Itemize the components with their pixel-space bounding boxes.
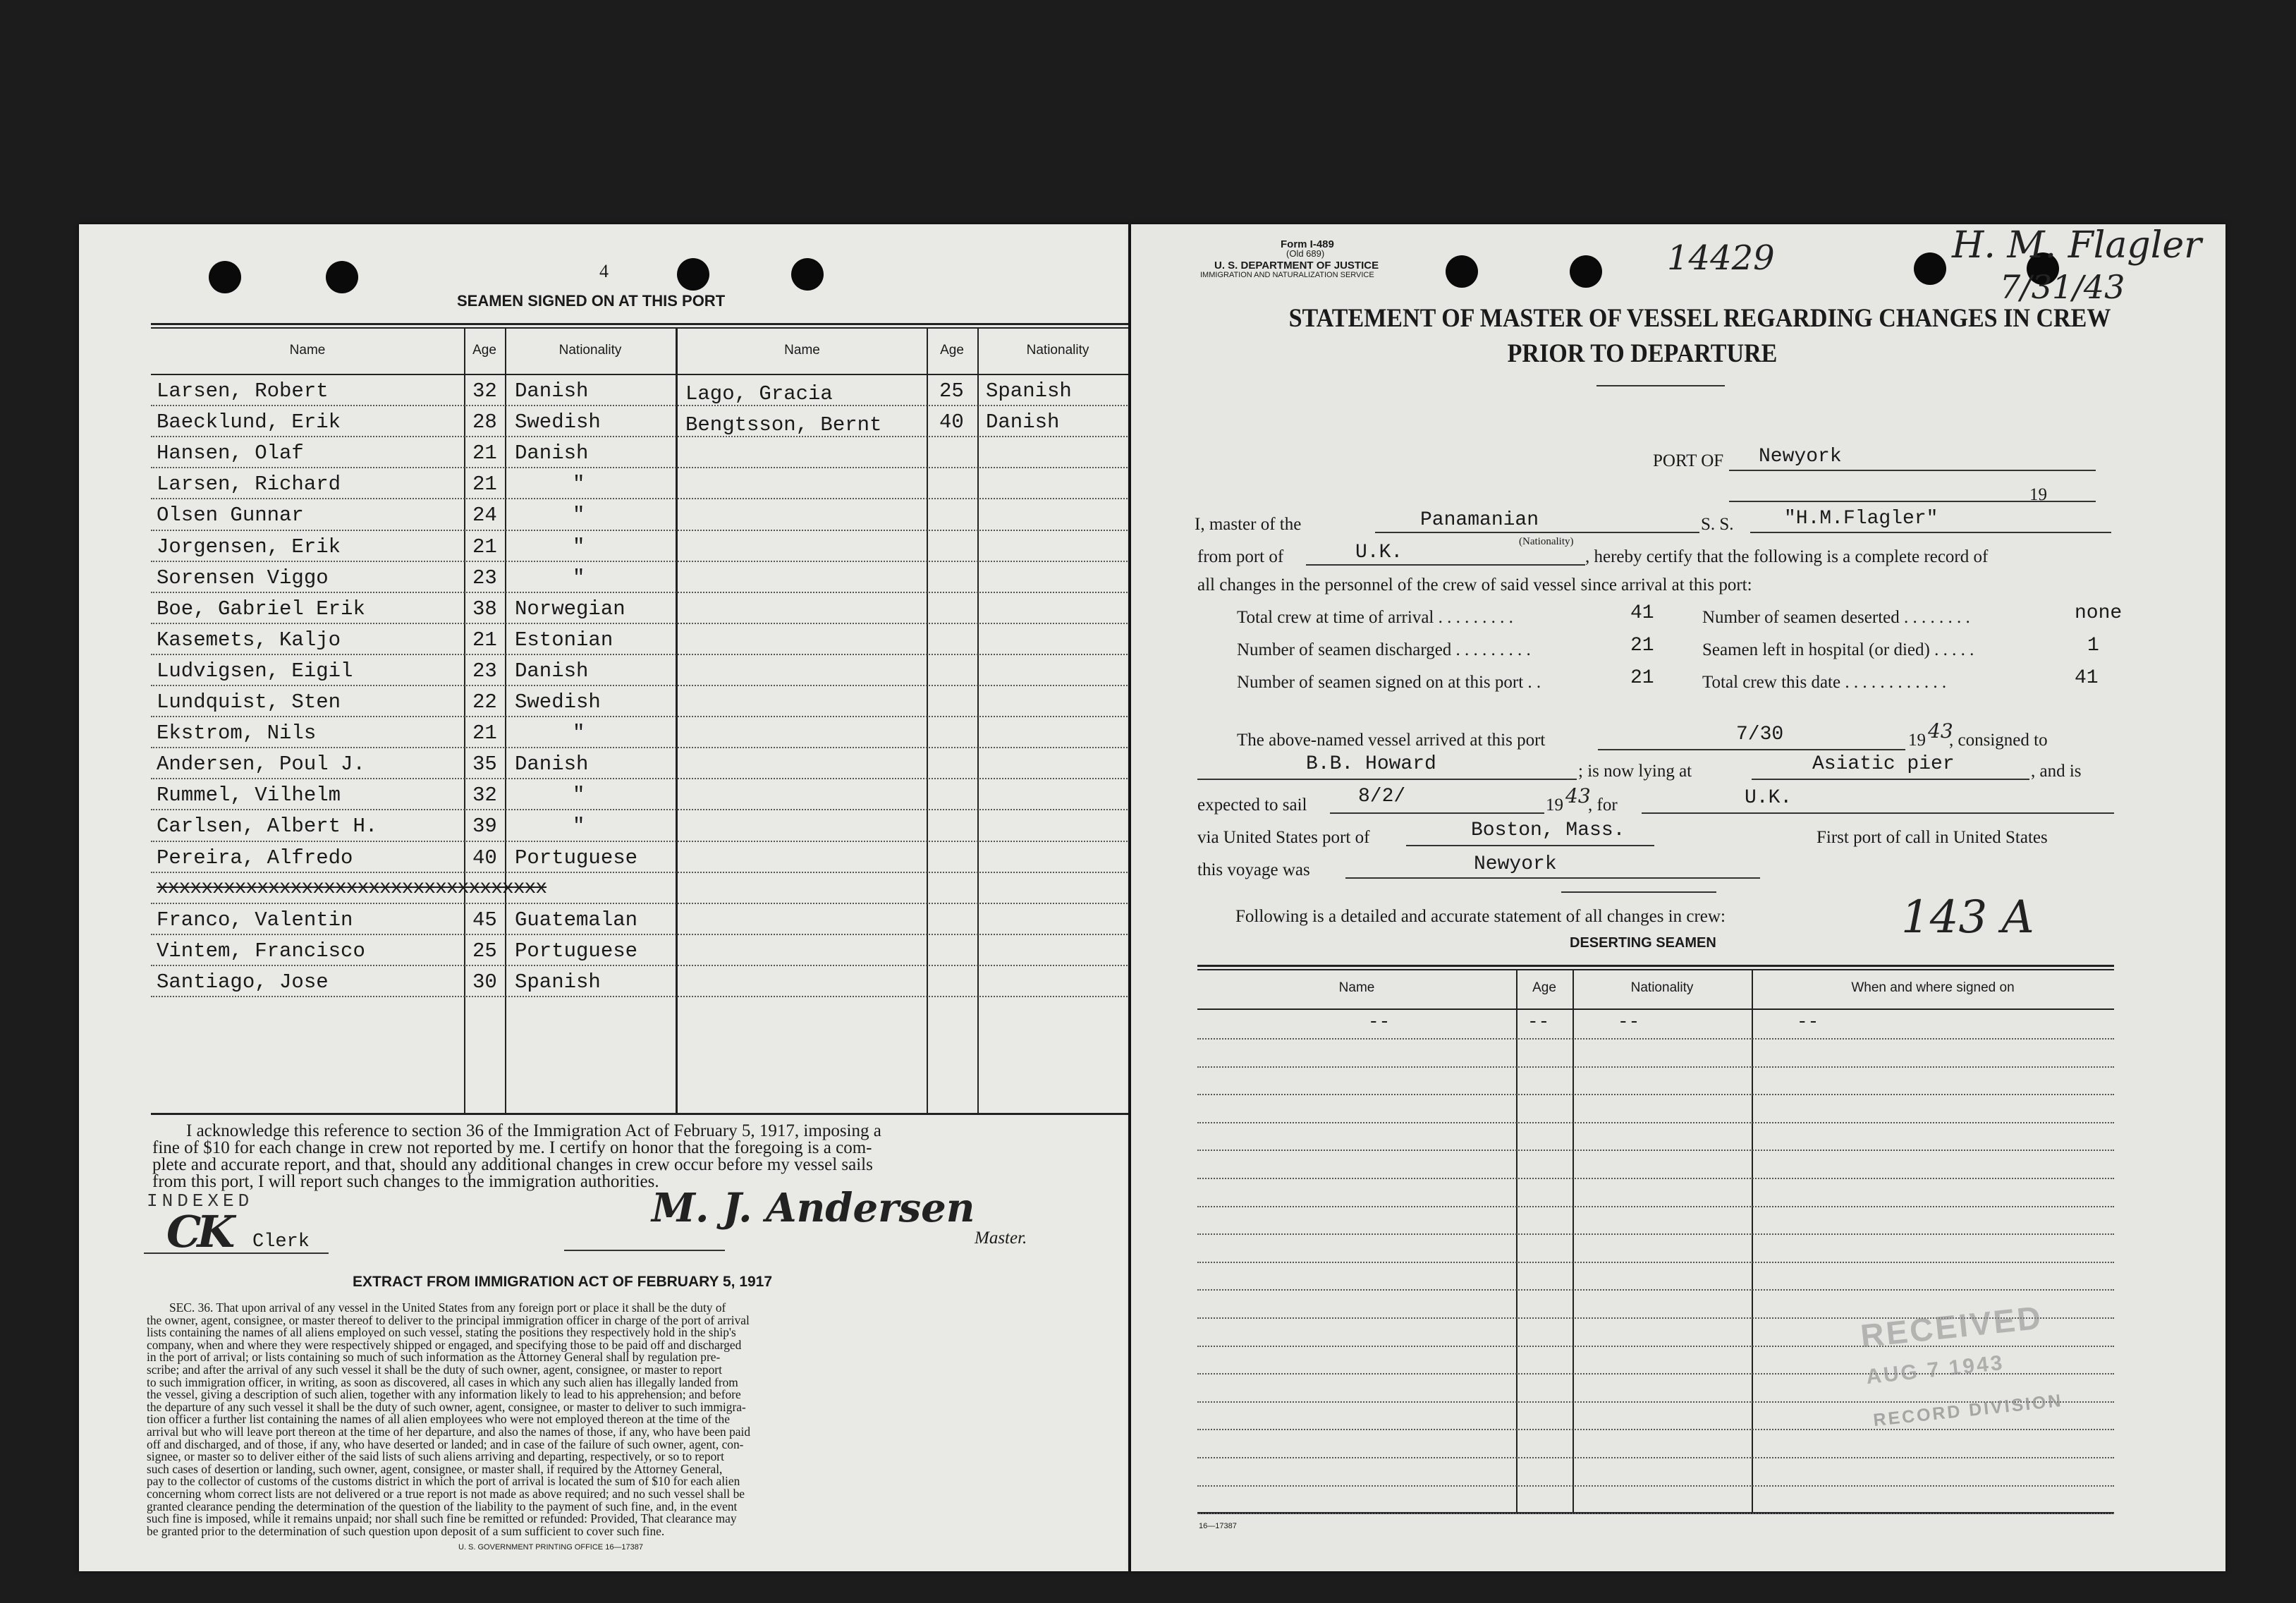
header-nationality-2: Nationality [1026, 343, 1089, 358]
row-rule [151, 654, 1128, 655]
extract-line: granted clearance pending the determination of the question of the liability to the payment of such fine, and, in the event [147, 1499, 738, 1513]
lying-at-label: ; is now lying at [1578, 762, 1692, 781]
from-port-value: U.K. [1355, 542, 1403, 563]
handwritten-number: 14429 [1667, 238, 1775, 278]
extract-line: company, when and where they were respectively shipped or engaged, and specifying those to be paid off and discharged [147, 1337, 742, 1352]
crew-nationality: " [573, 815, 585, 839]
form-number: Form I-489 [1281, 238, 1334, 250]
header-nationality: Nationality [558, 343, 622, 358]
crew-name: Hansen, Olaf [157, 441, 304, 465]
crew-nationality: Norwegian [515, 597, 625, 621]
extract-line: off and discharged, and of those, if any, who have deserted or landed; and in case of the failure of such owner, agent, con- [147, 1437, 744, 1451]
crew-nationality: Portuguese [515, 846, 638, 870]
crew-name: Boe, Gabriel Erik [157, 597, 365, 621]
certify-text: , hereby certify that the following is a complete record of [1585, 547, 1989, 566]
row-rule [151, 530, 1128, 531]
clerk-signature-line [144, 1252, 329, 1254]
crew-age: 22 [472, 690, 497, 714]
indexed-stamp: INDEXED [147, 1190, 254, 1212]
crew-name: Rummel, Vilhelm [157, 784, 341, 807]
port-line [1729, 470, 2096, 471]
row-rule [151, 747, 1128, 748]
crew-nationality: " [573, 784, 585, 807]
extract-line: to such immigration officer, in writing, as soon as discovered, all cases in which any such alien has illegally landed from [147, 1375, 738, 1389]
via-label: via United States port of [1197, 828, 1370, 847]
crew-nationality: Spanish [515, 970, 601, 994]
desert-row-rule [1197, 1150, 2114, 1151]
crew-nationality: Danish [515, 379, 589, 403]
crew-nationality: " [573, 566, 585, 590]
master-of-the-label: I, master of the [1195, 515, 1302, 534]
extract-line: the owner, agent, consignee, or master thereof to deliver to the principal immigration officer in charge of the port of arrival [147, 1312, 750, 1327]
row-rule [151, 872, 1128, 873]
crew-age: 45 [472, 908, 497, 932]
arrived-line [1598, 749, 1905, 750]
desert-row-rule [1197, 1457, 2114, 1458]
struck-out-row: xxxxxxxxxxxxxxxxxxxxxxxxxxxxxxxxxxx [157, 877, 547, 899]
crew-age: 35 [472, 752, 497, 776]
row-rule [151, 809, 1128, 810]
extract-line: tion officer a further list containing the names of all alien employees who were not employed thereon at the time of the [147, 1412, 730, 1427]
extract-line: be granted prior to the determination of such question upon deposit of a sum sufficient to cover such fine. [147, 1523, 665, 1538]
punch-hole [791, 258, 824, 291]
crew-age: 21 [472, 473, 497, 496]
row-rule [151, 405, 1128, 406]
desert-cell: -- [1797, 1011, 1819, 1032]
crew-name: Carlsen, Albert H. [157, 815, 378, 839]
crew-nationality: Portuguese [515, 939, 638, 963]
stat-label: Number of seamen deserted . . . . . . . . [1702, 608, 1970, 627]
from-port-line [1306, 564, 1585, 566]
stat-label: Total crew at time of arrival . . . . . . . . . [1237, 608, 1513, 627]
all-changes-text: all changes in the personnel of the crew of said vessel since arrival at this port: [1197, 575, 1752, 595]
desert-cell: -- [1368, 1011, 1391, 1032]
header-name-2: Name [784, 343, 820, 358]
row-rule [151, 467, 1128, 468]
service-label: IMMIGRATION AND NATURALIZATION SERVICE [1200, 271, 1374, 279]
crew-age: 39 [472, 815, 497, 839]
crew-nationality: Danish [515, 752, 589, 776]
row-rule [151, 623, 1128, 624]
clerk-initials: CK [166, 1206, 231, 1257]
crew-nationality: Guatemalan [515, 908, 638, 932]
extract-line: the departure of any such vessel it shall be the duty of such owner, agent, consignee, or master to deliver to such immigra- [147, 1399, 746, 1414]
via-value: Boston, Mass. [1471, 819, 1625, 841]
desert-row-rule [1197, 1038, 2114, 1040]
stat-label: Total crew this date . . . . . . . . . . . . [1702, 673, 1947, 692]
separator-line [1561, 891, 1716, 893]
desert-row-rule [1197, 1346, 2114, 1347]
row-rule [151, 592, 1128, 593]
lying-at-value: Asiatic pier [1812, 753, 1955, 775]
stat-label: Number of seamen discharged . . . . . . . . . [1237, 640, 1531, 659]
desert-header-age: Age [1532, 980, 1556, 995]
crew-name: Franco, Valentin [157, 908, 353, 932]
arrived-year: 43 [1928, 719, 1953, 743]
port-value: Newyork [1759, 446, 1842, 468]
consignee-line [1197, 779, 1577, 780]
crew-age: 25 [939, 379, 964, 403]
voyage-line [1345, 877, 1760, 879]
crew-name: Santiago, Jose [157, 970, 329, 994]
stat-label: Seamen left in hospital (or died) . . . . . [1702, 640, 1974, 659]
desert-row-rule [1197, 1485, 2114, 1487]
desert-cell: -- [1618, 1011, 1640, 1032]
deserting-title: DESERTING SEAMEN [1570, 935, 1716, 951]
crew-name: Ekstrom, Nils [157, 721, 317, 745]
crew-nationality: Estonian [515, 628, 613, 652]
arrived-text: The above-named vessel arrived at this port [1237, 731, 1546, 750]
expected-label: expected to sail [1197, 796, 1307, 815]
crew-name: Lago, Gracia [685, 382, 833, 406]
stat-total-arrival: 41 [1630, 602, 1654, 624]
extract-line: concerning whom correct lists are not delivered or a true report is not made as above required; and no such vessel shall be [147, 1487, 745, 1501]
extract-line: lists containing the names of all aliens employed on such vessel, stating the positions they respectively hold in the ship's [147, 1325, 736, 1340]
row-rule [151, 685, 1128, 686]
desert-row-rule [1197, 1094, 2114, 1095]
punch-hole [1570, 255, 1602, 288]
left-page-seamen-signed-on [79, 224, 1128, 1571]
crew-nationality: Swedish [515, 690, 601, 714]
extract-line: such cases of desertion or landing, such owner, agent, consignee, or master shall, if required by the Attorney General, [147, 1461, 723, 1476]
deserting-table [1197, 965, 2114, 1515]
crew-nationality: " [573, 535, 585, 559]
crew-name: Ludvigsen, Eigil [157, 659, 353, 683]
desert-row-rule [1197, 1206, 2114, 1207]
row-rule [151, 498, 1128, 499]
desert-row-rule [1197, 1122, 2114, 1123]
crew-age: 40 [939, 410, 964, 434]
crew-name: Pereira, Alfredo [157, 846, 353, 870]
first-port-label: First port of call in United States [1816, 828, 2048, 847]
crew-age: 25 [472, 939, 497, 963]
voyage-value: Newyork [1474, 853, 1557, 875]
for-line [1642, 812, 2114, 814]
crew-nationality: " [573, 473, 585, 496]
right-page-statement-of-master [1131, 224, 2225, 1571]
row-rule [151, 996, 1128, 997]
punch-hole [677, 258, 709, 291]
row-rule [151, 841, 1128, 842]
ship-name-value: "H.M.Flagler" [1784, 508, 1938, 530]
punch-hole [209, 261, 241, 293]
stat-label: Number of seamen signed on at this port . . [1237, 673, 1541, 692]
desert-row-rule [1197, 1513, 2114, 1514]
desert-header-name: Name [1338, 980, 1375, 995]
crew-nationality: Swedish [515, 410, 601, 434]
form-old-number: (Old 689) [1286, 248, 1325, 259]
form-subtitle: PRIOR TO DEPARTURE [1507, 339, 1778, 368]
row-rule [151, 934, 1128, 935]
crew-name: Lundquist, Sten [157, 690, 341, 714]
desert-header-signed-on: When and where signed on [1851, 980, 2015, 995]
crew-name: Larsen, Richard [157, 473, 341, 496]
desert-row-rule [1197, 1429, 2114, 1430]
row-rule [151, 436, 1128, 437]
stat-discharged: 21 [1630, 635, 1654, 657]
master-signature: M. J. Andersen [652, 1185, 975, 1231]
separator-line [564, 1250, 725, 1251]
crew-nationality: " [573, 504, 585, 528]
department-label: U. S. DEPARTMENT OF JUSTICE [1214, 260, 1379, 272]
desert-row-rule [1197, 1289, 2114, 1291]
ack-line: plete and accurate report, and that, should any additional changes in crew occur before my vessel sails [152, 1155, 873, 1174]
crew-age: 28 [472, 410, 497, 434]
crew-age: 24 [472, 504, 497, 528]
punch-hole [326, 261, 358, 293]
received-stamp: RECEIVED [1858, 1298, 2045, 1355]
extract-line: such fine is imposed, while it remains unpaid; nor shall such fine be remitted or refunded: Provided, That clearance may [147, 1511, 737, 1526]
desert-row-rule [1197, 1066, 2114, 1068]
crew-name: Bengtsson, Bernt [685, 413, 882, 437]
via-line [1406, 845, 1654, 846]
stat-hospital: 1 [2087, 635, 2099, 657]
year-prefix: 19 [2029, 485, 2047, 504]
crew-name: Jorgensen, Erik [157, 535, 341, 559]
handwritten-code: 143 A [1901, 891, 2034, 944]
crew-nationality: Danish [986, 410, 1060, 434]
consigned-to-label: , consigned to [1949, 731, 2048, 750]
handwritten-date-note: 7/31/43 [2000, 268, 2125, 306]
crew-age: 40 [472, 846, 497, 870]
crew-age: 23 [472, 566, 497, 590]
crew-table [151, 323, 1128, 1114]
form-title: STATEMENT OF MASTER OF VESSEL REGARDING CHANGES IN CREW [1288, 304, 2111, 333]
crew-age: 23 [472, 659, 497, 683]
for-value: U.K. [1745, 787, 1793, 809]
row-rule [151, 965, 1128, 966]
voyage-label: this voyage was [1197, 860, 1310, 879]
sail-date: 8/2/ [1358, 786, 1406, 807]
nationality-line [1375, 532, 1699, 533]
crew-age: 21 [472, 535, 497, 559]
crew-nationality: " [573, 721, 585, 745]
extract-line: in the port of arrival; or lists containing so much of such information as the Attorney General shall by regulation pre- [147, 1350, 721, 1365]
crew-name: Baecklund, Erik [157, 410, 341, 434]
extract-line: signee, or master so to deliver either of the said lists of such aliens arriving and departing, respectively, or so to report [147, 1449, 724, 1464]
printer-line: U. S. GOVERNMENT PRINTING OFFICE 16—17387 [458, 1543, 644, 1552]
crew-nationality: Danish [515, 659, 589, 683]
master-label: Master. [975, 1229, 1027, 1248]
crew-name: Vintem, Francisco [157, 939, 365, 963]
row-rule [151, 716, 1128, 717]
extract-line: pay to the collector of customs of the customs district in which the port of arrival is located the sum of $10 for each alien [147, 1474, 740, 1489]
crew-age: 38 [472, 597, 497, 621]
punch-hole [1914, 252, 1946, 285]
sail-date-line [1330, 812, 1544, 814]
desert-row-rule [1197, 1233, 2114, 1235]
punch-hole [1446, 255, 1478, 288]
handwritten-vessel-note: H. M. Flagler [1952, 224, 2202, 267]
section-title: SEAMEN SIGNED ON AT THIS PORT [457, 292, 726, 310]
row-rule [151, 778, 1128, 779]
extract-title: EXTRACT FROM IMMIGRATION ACT OF FEBRUARY 5, 1917 [353, 1274, 773, 1290]
crew-age: 30 [472, 970, 497, 994]
port-label: PORT OF [1653, 451, 1724, 470]
stat-deserted: none [2075, 602, 2123, 624]
from-port-label: from port of [1197, 547, 1284, 566]
for-label: , for [1588, 796, 1618, 815]
nationality-value: Panamanian [1420, 509, 1539, 531]
lying-at-line [1752, 779, 2029, 780]
ack-line: from this port, I will report such changes to the immigration authorities. [152, 1172, 659, 1191]
crew-name: Olsen Gunnar [157, 504, 304, 528]
crew-name: Sorensen Viggo [157, 566, 329, 590]
crew-nationality: Danish [515, 441, 589, 465]
extract-line: SEC. 36. That upon arrival of any vessel in the United States from any foreign port or place it shall be the duty of [169, 1300, 726, 1315]
sail-year: 43 [1565, 784, 1591, 807]
stat-signed-on: 21 [1630, 667, 1654, 689]
record-division-stamp: RECORD DIVISION [1872, 1390, 2064, 1431]
crew-age: 21 [472, 721, 497, 745]
sail-year-prefix: 19 [1546, 796, 1563, 815]
ack-line: fine of $10 for each change in crew not reported by me. I certify on honor that the foregoing is a com- [152, 1138, 872, 1157]
page-number: 4 [599, 261, 609, 281]
crew-age: 21 [472, 441, 497, 465]
stat-total-date: 41 [2075, 667, 2099, 689]
extract-line: arrival but who will leave port thereon at the time of her departure, and also the names of those, if any, who have been paid [147, 1425, 751, 1439]
extract-line: scribe; and after the arrival of any such vessel it shall be the duty of such owner, agent, consignee, or master to report [147, 1363, 722, 1377]
received-stamp-date: AUG 7 1943 [1864, 1351, 2005, 1389]
crew-age: 32 [472, 784, 497, 807]
ack-line: I acknowledge this reference to section 36 of the Immigration Act of February 5, 1917, imposing a [186, 1121, 881, 1140]
and-is-label: , and is [2031, 762, 2082, 781]
consignee-value: B.B. Howard [1306, 753, 1436, 775]
header-age: Age [472, 343, 496, 358]
footer-code: 16—17387 [1199, 1522, 1237, 1530]
crew-age: 21 [472, 628, 497, 652]
header-name: Name [289, 343, 326, 358]
crew-name: Larsen, Robert [157, 379, 329, 403]
ship-name-line [1750, 532, 2111, 533]
desert-cell: -- [1527, 1011, 1550, 1032]
arrived-year-prefix: 19 [1908, 731, 1926, 750]
desert-row-rule [1197, 1178, 2114, 1179]
row-rule [151, 903, 1128, 904]
extract-line: the vessel, giving a description of such alien, together with any information likely to lead to his apprehension; and before [147, 1387, 741, 1402]
title-underline [1596, 385, 1725, 386]
row-rule [151, 561, 1128, 562]
nationality-caption: (Nationality) [1519, 536, 1574, 547]
desert-row-rule [1197, 1262, 2114, 1263]
clerk-label: Clerk [252, 1231, 310, 1252]
header-age-2: Age [940, 343, 964, 358]
ss-label: S. S. [1701, 515, 1734, 534]
following-text: Following is a detailed and accurate statement of all changes in crew: [1235, 907, 1726, 926]
crew-nationality: Spanish [986, 379, 1072, 403]
crew-name: Andersen, Poul J. [157, 752, 365, 776]
crew-name: Kasemets, Kaljo [157, 628, 341, 652]
arrived-date: 7/30 [1736, 724, 1784, 745]
desert-header-nationality: Nationality [1630, 980, 1694, 995]
crew-age: 32 [472, 379, 497, 403]
